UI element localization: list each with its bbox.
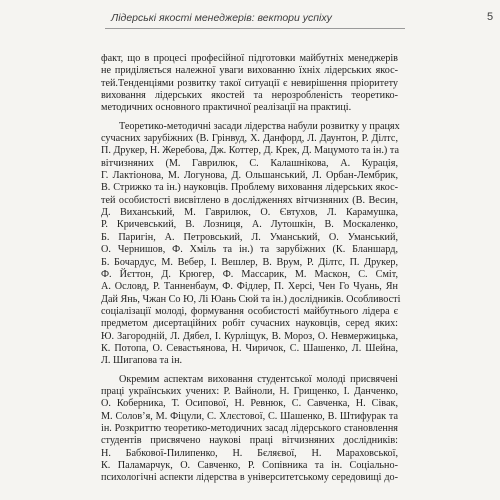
header-title: Лідерські якості менеджерів: вектори успіху <box>111 12 332 24</box>
text-line: О. Коберника, Т. Осипової, Н. Ревнюк, С. Савченка, Н. Сівак, <box>101 398 398 410</box>
text-line: А. Ословд, Р. Танненбаум, Ф. Фідлер, П. Херсі, Чен Го Чуань, Ян <box>101 281 398 293</box>
text-line: Н. Бабкової-Пилипенко, Н. Бєляєвої, Н. Мараховської, <box>101 447 398 459</box>
text-line: тей особистості висвітлено в дослідженнях вітчизняних (В. Весин, <box>101 194 398 206</box>
text-line: виховання лідерських якостей та нерозробленість теоретико- <box>101 90 398 102</box>
text-line: не приділяється належної уваги вихованню їхніх лідерських якос- <box>101 65 398 77</box>
text-line: К. Потопа, О. Севастьянова, Н. Чиричок, С. Шашенко, Л. Шейна, <box>101 342 398 354</box>
text-line: Ю. Загородній, Л. Дябел, І. Курліщук, В. Мороз, О. Невмержицька, <box>101 330 398 342</box>
running-header <box>105 10 494 29</box>
paragraph-3 <box>101 374 398 485</box>
text-line: ін. Розкриттю теоретико-методичних засад лідерського становлення <box>101 422 398 434</box>
text-line: тей.Тенденціями розвитку такої ситуації є невирішення пріоритету <box>101 77 398 89</box>
text-line: праці українських учених: Р. Вайноли, Н. Грищенко, І. Данченко, <box>101 385 398 397</box>
text-line: Д. Виханський, М. Гаврилюк, О. Євтухов, Л. Карамушка, <box>101 207 398 219</box>
paragraph-2 <box>101 120 401 368</box>
text-line: предметом дисертаційних робіт сучасних науковців, серед яких: <box>101 318 398 330</box>
text-line: Теоретико-методичні засади лідерства набули розвитку у працях <box>119 120 400 132</box>
text-line: студентів присвячено наукові праці вітчизняних дослідників: <box>101 435 398 447</box>
paragraph-1 <box>101 53 398 115</box>
text-line: Окремим аспектам виховання студентської молоді присвячені <box>119 373 398 385</box>
text-line: О. Чернишов, Ф. Хміль та ін.) та зарубіжних (К. Бланшард, <box>101 244 398 256</box>
text-line: Г. Лактіонова, М. Логунова, Д. Ольшанський, Л. Орбан-Лембрик, <box>101 170 398 182</box>
text-line: Р. Кричевський, В. Лозниця, А. Лутошкін, В. Москаленко, <box>101 219 398 231</box>
text-line: вітчизняних (М. Гаврилюк, С. Калашнікова, А. Курація, <box>101 157 398 169</box>
text-line: М. Соловʼя, М. Фіцули, С. Хлєстової, С. Шашенко, В. Штифурак та <box>101 410 398 422</box>
body-text <box>101 53 401 485</box>
text-line: Ф. Йєттон, Д. Крюгер, Ф. Массарик, М. Маскон, С. Сміт, <box>101 268 398 280</box>
text-line: В. Стрижко та ін.) науковців. Проблему виховання лідерських якос- <box>101 182 398 194</box>
text-line: факт, що в процесі професійної підготовки майбутніх менеджерів <box>101 53 398 64</box>
text-line: соціалізації молоді, формування особистості майбутнього лідера є <box>101 305 398 317</box>
text-line: К. Паламарчук, О. Савченко, Р. Сопівника та ін. Соціально- <box>101 460 398 471</box>
text-line: сучасних зарубіжних (В. Грінвуд, Х. Данфорд, Л. Даунтон, Р. Ділтс, <box>101 133 398 145</box>
text-line: Б. Паригін, А. Петровський, Л. Уманський, О. Уманський, <box>101 231 398 243</box>
text-line: психологічні аспекти лідерства в університетському середовищі до- <box>101 472 398 484</box>
text-line: Дай Янь, Чжан Со Ю, Лі Юань Сюй та ін.) дослідників. Особливості <box>101 293 401 305</box>
page-number: 5 <box>487 11 494 23</box>
text-line: Л. Шигапова та ін. <box>101 355 183 367</box>
text-line: методичних основного практичної реалізації на практиці. <box>101 102 352 114</box>
text-line: Б. Бочардус, М. Вебер, І. Вешлер, В. Врум, Р. Ділтс, П. Друкер, <box>101 256 398 268</box>
text-line: П. Друкер, Н. Жеребова, Дж. Коттер, Д. Крек, Д. Мацумото та ін.) та <box>101 145 399 157</box>
